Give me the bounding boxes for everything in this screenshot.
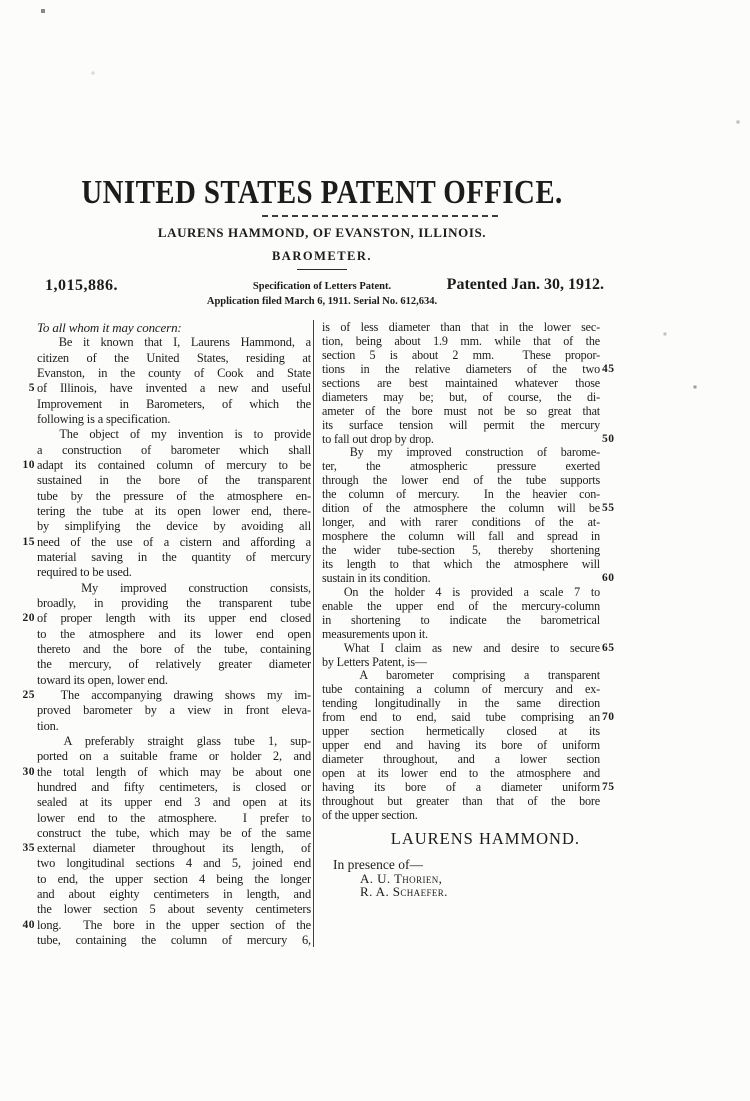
text-line: dition of the atmosphere the column will be 55 <box>322 502 600 516</box>
text-line: to fall out drop by drop. 50 <box>322 433 600 447</box>
text-line: Improvement in Barometers, of which the <box>37 396 311 411</box>
text-line: the wider tube-section 5, thereby shortening <box>322 543 600 557</box>
text-line: two longitudinal sections 4 and 5, joined end <box>37 856 311 871</box>
text-line: tube by the pressure of the atmosphere en- <box>37 488 311 503</box>
text-line: tions in the relative diameters of the two 45 <box>322 363 600 377</box>
text-line: need of the use of a cistern and affording a 15 <box>37 535 311 550</box>
text-line: longer, and with rarer conditions of the at- <box>322 515 600 530</box>
line-number: 15 <box>22 535 35 548</box>
text-line: external diameter throughout its length, of 35 <box>37 841 311 856</box>
text-line: by simplifying the device by avoiding all <box>37 519 311 534</box>
application-line: Application filed March 6, 1911. Serial No. 612,634. <box>206 296 438 307</box>
line-number: 75 <box>602 780 615 793</box>
line-number: 10 <box>22 458 35 471</box>
scan-specks <box>0 0 2 2</box>
line-number: 60 <box>602 571 615 584</box>
text-line: construct the tube, which may be of the same <box>37 825 311 840</box>
text-line: material saving in the quantity of mercury <box>37 549 311 564</box>
left-column-lines <box>22 320 311 948</box>
text-line: tion. <box>37 718 59 733</box>
text-line: following is a specification. <box>37 411 171 426</box>
line-number: 40 <box>22 918 35 931</box>
text-line: its length to that which the atmosphere will <box>322 556 600 571</box>
text-line: What I claim as new and desire to secure 65 <box>322 642 600 656</box>
text-line: required to be used. <box>37 565 132 580</box>
text-line: is of less diameter than that in the lower sec- <box>322 320 600 334</box>
specification-label: Specification of Letters Patent. <box>252 281 392 292</box>
line-number: 45 <box>602 362 615 375</box>
text-line: sustain in its condition. 60 <box>322 572 600 586</box>
line-number: 55 <box>602 502 615 515</box>
text-line: in shortening to indicate the barometrical <box>322 612 600 627</box>
text-line: Evanston, in the county of Cook and State <box>37 365 311 380</box>
text-line: the column of mercury. In the heavier con- <box>322 487 600 502</box>
text-line: My improved construction consists, <box>37 580 311 595</box>
text-line: diameters may be; but, of course, the di- <box>322 389 600 404</box>
text-line: its surface tension will permit the mercury <box>322 417 600 432</box>
text-line: upper section hermetically closed at its <box>322 724 600 739</box>
text-line: tering the tube at its open lower end, there- <box>37 503 311 518</box>
text-line: having its bore of a diameter uniform 75 <box>322 781 600 795</box>
text-line: thereto and the bore of the tube, containing <box>37 641 311 656</box>
witness-name: R. A. Schaefer. <box>360 884 448 900</box>
text-line: citizen of the United States, residing at <box>37 350 311 365</box>
text-line: sections are best maintained whatever those <box>322 375 600 390</box>
text-line: tube, containing the column of mercury 6, <box>37 933 311 948</box>
text-line: throughout but greater than that of the bore <box>322 793 600 808</box>
line-number: 25 <box>22 688 35 701</box>
column-divider-rule <box>313 320 314 947</box>
office-title: UNITED STATES PATENT OFFICE. <box>81 174 563 211</box>
text-line: from end to end, said tube comprising an 70 <box>322 711 600 725</box>
text-line: sealed at its upper end 3 and open at its <box>37 795 311 810</box>
text-line: tube containing a column of mercury and ex- <box>322 682 600 697</box>
text-line: to end, the upper section 4 being the longer <box>37 871 311 886</box>
text-line: of Illinois, have invented a new and useful 5 <box>37 381 311 396</box>
text-line: mosphere the column will fall and spread in <box>322 529 600 544</box>
text-line: ameter of the bore must not be so great that <box>322 403 600 418</box>
line-number: 20 <box>22 612 35 625</box>
text-line: The accompanying drawing shows my im- 25 <box>37 688 311 703</box>
line-number: 65 <box>602 641 615 654</box>
right-column-lines <box>322 320 615 900</box>
line-number: 35 <box>22 842 35 855</box>
text-line: by Letters Patent, is— <box>322 654 427 669</box>
text-line: long. The bore in the upper section of the 40 <box>37 918 311 933</box>
patent-number: 1,015,886. <box>45 277 118 294</box>
text-line: enable the upper end of the mercury-column <box>322 598 600 613</box>
text-line: tion, being about 1.9 mm. while that of the <box>322 333 600 348</box>
text-line: a construction of barometer which shall <box>37 442 311 457</box>
text-line: diameter throughout, and a lower section <box>322 752 600 767</box>
text-line: A preferably straight glass tube 1, sup- <box>37 733 311 748</box>
text-line: proved barometer by a view in front eleva- <box>37 703 311 718</box>
invention-title-rule <box>297 269 347 270</box>
text-line: broadly, in providing the transparent tube <box>37 595 311 610</box>
text-line: of proper length with its upper end closed 20 <box>37 611 311 626</box>
text-line: ported on a suitable frame or holder 2, and <box>37 749 311 764</box>
text-line: toward its open, lower end. <box>37 672 168 687</box>
text-line: through the lower end of the tube supports <box>322 473 600 488</box>
inventor-line: LAURENS HAMMOND, OF EVANSTON, ILLINOIS. <box>157 225 487 240</box>
witness-heading: In presence of— <box>333 856 423 872</box>
witness-name: A. U. Thorien, <box>360 870 443 886</box>
text-line: The object of my invention is to provide <box>37 427 311 442</box>
text-line: Be it known that I, Laurens Hammond, a <box>37 335 311 350</box>
text-line: measurements upon it. <box>322 626 429 641</box>
text-line: section 5 is about 2 mm. These propor- <box>322 347 600 362</box>
line-number: 50 <box>602 432 615 445</box>
text-line: of the upper section. <box>322 807 418 822</box>
text-line: tending longitudinally in the same direction <box>322 696 600 711</box>
text-line: hundred and fifty centimeters, is closed or <box>37 779 311 794</box>
text-line: lower end to the atmosphere. I prefer to <box>37 810 311 825</box>
text-line: sustained in the bore of the transparent <box>37 473 311 488</box>
invention-title: BAROMETER. <box>271 249 373 263</box>
text-line: To all whom it may concern: <box>37 320 182 335</box>
text-line: and about eighty centimeters in length, and <box>37 887 311 902</box>
title-rule <box>262 215 498 217</box>
line-number: 30 <box>22 765 35 778</box>
line-number: 70 <box>602 711 615 724</box>
inventor-signature: LAURENS HAMMOND. <box>390 828 580 848</box>
text-line: adapt its contained column of mercury to be 10 <box>37 458 311 473</box>
patented-date: Patented Jan. 30, 1912. <box>446 276 604 293</box>
text-line: the mercury, of relatively greater diameter <box>37 657 311 672</box>
text-line: open at its lower end to the atmosphere and <box>322 766 600 780</box>
text-line: By my improved construction of barome- <box>322 445 601 460</box>
text-line: to the atmosphere and its lower end open <box>37 626 311 641</box>
text-line: the lower section 5 about seventy centimeters <box>37 902 311 917</box>
text-line: the total length of which may be about one 30 <box>37 765 311 780</box>
line-number: 5 <box>28 382 35 395</box>
text-line: A barometer comprising a transparent <box>322 668 600 683</box>
text-line: On the holder 4 is provided a scale 7 to <box>322 584 600 599</box>
text-line: upper end and having its bore of uniform <box>322 738 600 753</box>
text-line: ter, the atmospheric pressure exerted <box>322 459 600 474</box>
